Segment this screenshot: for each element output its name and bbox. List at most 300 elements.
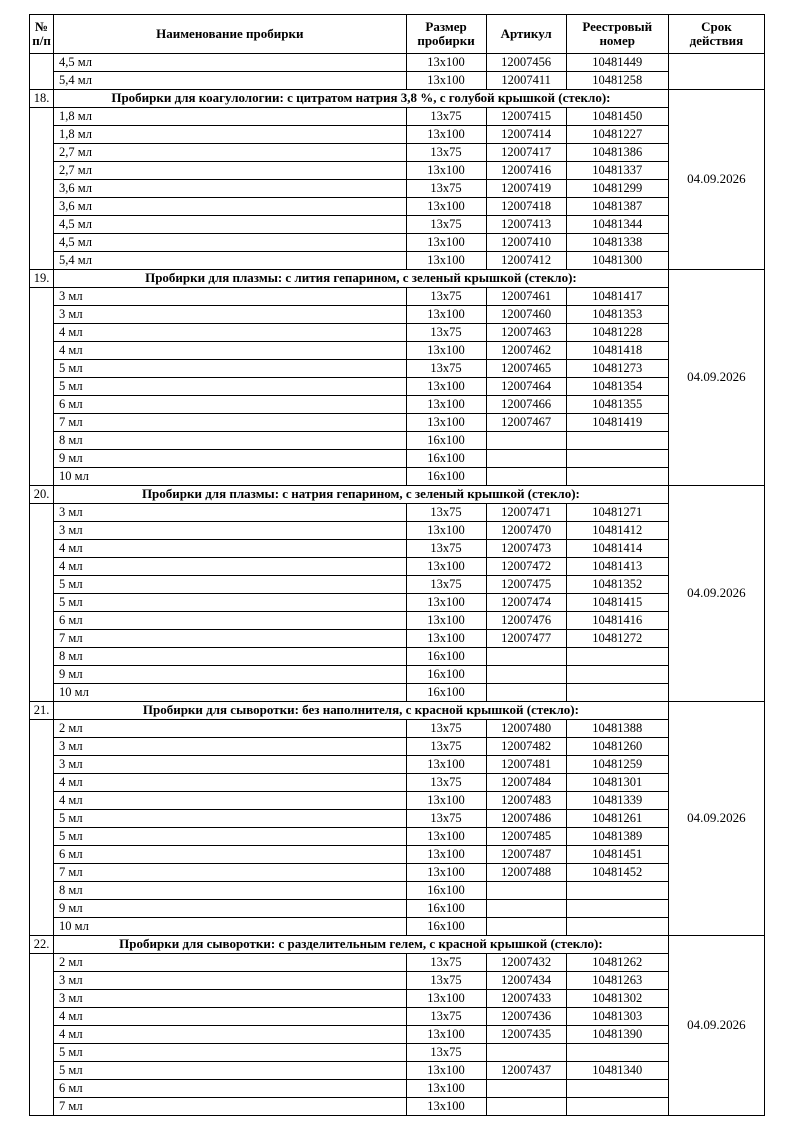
table-row bbox=[30, 144, 765, 162]
table-row bbox=[30, 720, 765, 738]
tube-size-cell: 13x100 bbox=[406, 846, 486, 864]
registry-cell: 10481263 bbox=[566, 972, 668, 990]
tube-size-cell: 13x100 bbox=[406, 1026, 486, 1044]
registry-cell bbox=[566, 1098, 668, 1116]
tube-name-cell: 4 мл bbox=[54, 342, 406, 360]
registry-cell: 10481337 bbox=[566, 162, 668, 180]
table-row bbox=[30, 1026, 765, 1044]
tube-size-cell: 13x100 bbox=[406, 54, 486, 72]
section-number-cell: 22. bbox=[30, 936, 54, 954]
registry-cell: 10481449 bbox=[566, 54, 668, 72]
article-cell: 12007475 bbox=[486, 576, 566, 594]
section-number-cell: 18. bbox=[30, 90, 54, 108]
col-header-registry bbox=[566, 15, 668, 54]
table-row bbox=[30, 738, 765, 756]
tube-size-cell: 16x100 bbox=[406, 468, 486, 486]
article-cell: 12007456 bbox=[486, 54, 566, 72]
tube-name-cell: 2,7 мл bbox=[54, 162, 406, 180]
registry-cell: 10481417 bbox=[566, 288, 668, 306]
tube-name-cell: 10 мл bbox=[54, 684, 406, 702]
table-row bbox=[30, 630, 765, 648]
registry-cell: 10481451 bbox=[566, 846, 668, 864]
article-cell: 12007474 bbox=[486, 594, 566, 612]
registry-cell: 10481387 bbox=[566, 198, 668, 216]
tube-size-cell: 13x75 bbox=[406, 972, 486, 990]
col-header-article: Артикул bbox=[486, 15, 566, 54]
registry-cell: 10481412 bbox=[566, 522, 668, 540]
registry-cell: 10481415 bbox=[566, 594, 668, 612]
article-cell: 12007472 bbox=[486, 558, 566, 576]
table-row bbox=[30, 1008, 765, 1026]
table-row bbox=[30, 648, 765, 666]
article-cell: 12007432 bbox=[486, 954, 566, 972]
tube-name-cell: 4 мл bbox=[54, 540, 406, 558]
tube-size-cell: 13x75 bbox=[406, 774, 486, 792]
section-header-row bbox=[30, 90, 765, 108]
tube-name-cell: 4 мл bbox=[54, 774, 406, 792]
article-cell: 12007466 bbox=[486, 396, 566, 414]
col-header-number-line1: № bbox=[34, 18, 49, 34]
registry-cell bbox=[566, 432, 668, 450]
tube-size-cell: 13x75 bbox=[406, 288, 486, 306]
tube-name-cell: 3 мл bbox=[54, 990, 406, 1008]
table-row bbox=[30, 54, 765, 72]
section-number-cell: 21. bbox=[30, 702, 54, 720]
registry-cell: 10481258 bbox=[566, 72, 668, 90]
table-row bbox=[30, 1062, 765, 1080]
tube-size-cell: 13x100 bbox=[406, 990, 486, 1008]
article-cell: 12007462 bbox=[486, 342, 566, 360]
article-cell: 12007467 bbox=[486, 414, 566, 432]
tube-size-cell: 13x75 bbox=[406, 144, 486, 162]
tube-name-cell: 9 мл bbox=[54, 900, 406, 918]
registry-cell bbox=[566, 666, 668, 684]
article-cell: 12007485 bbox=[486, 828, 566, 846]
col-header-validity-line1: Срок bbox=[701, 18, 732, 34]
section-title-cell: Пробирки для плазмы: с натрия гепарином, с зеленый крышкой (стекло): bbox=[54, 486, 669, 504]
registry-cell: 10481389 bbox=[566, 828, 668, 846]
tube-name-cell: 3 мл bbox=[54, 504, 406, 522]
registry-cell bbox=[566, 882, 668, 900]
registry-cell: 10481227 bbox=[566, 126, 668, 144]
tube-name-cell: 2 мл bbox=[54, 954, 406, 972]
article-cell bbox=[486, 900, 566, 918]
col-header-registry-line1: Реестровый bbox=[582, 18, 653, 34]
tube-name-cell: 1,8 мл bbox=[54, 126, 406, 144]
section-header-row bbox=[30, 936, 765, 954]
article-cell: 12007416 bbox=[486, 162, 566, 180]
registry-cell bbox=[566, 684, 668, 702]
tube-name-cell: 7 мл bbox=[54, 414, 406, 432]
tube-name-cell: 9 мл bbox=[54, 666, 406, 684]
article-cell bbox=[486, 882, 566, 900]
table-row bbox=[30, 108, 765, 126]
row-number-cell bbox=[30, 720, 54, 936]
article-cell: 12007417 bbox=[486, 144, 566, 162]
article-cell: 12007411 bbox=[486, 72, 566, 90]
tube-size-cell: 13x100 bbox=[406, 378, 486, 396]
table-row bbox=[30, 414, 765, 432]
article-cell: 12007465 bbox=[486, 360, 566, 378]
article-cell: 12007461 bbox=[486, 288, 566, 306]
tube-size-cell: 13x100 bbox=[406, 792, 486, 810]
table-row bbox=[30, 846, 765, 864]
registry-cell: 10481259 bbox=[566, 756, 668, 774]
article-cell: 12007488 bbox=[486, 864, 566, 882]
tube-name-cell: 3 мл bbox=[54, 522, 406, 540]
table-row bbox=[30, 540, 765, 558]
tube-name-cell: 9 мл bbox=[54, 450, 406, 468]
tube-size-cell: 13x75 bbox=[406, 180, 486, 198]
registry-cell: 10481354 bbox=[566, 378, 668, 396]
tube-name-cell: 6 мл bbox=[54, 612, 406, 630]
tube-size-cell: 16x100 bbox=[406, 432, 486, 450]
tube-size-cell: 13x100 bbox=[406, 252, 486, 270]
tube-name-cell: 4 мл bbox=[54, 324, 406, 342]
col-header-number bbox=[30, 15, 54, 54]
tube-size-cell: 16x100 bbox=[406, 684, 486, 702]
table-row bbox=[30, 684, 765, 702]
table-row bbox=[30, 252, 765, 270]
registry-cell: 10481418 bbox=[566, 342, 668, 360]
article-cell: 12007436 bbox=[486, 1008, 566, 1026]
table-row bbox=[30, 324, 765, 342]
col-header-size bbox=[406, 15, 486, 54]
section-title-cell: Пробирки для сыворотки: без наполнителя, с красной крышкой (стекло): bbox=[54, 702, 669, 720]
table-row bbox=[30, 864, 765, 882]
registry-cell: 10481352 bbox=[566, 576, 668, 594]
registry-cell: 10481414 bbox=[566, 540, 668, 558]
header-row bbox=[30, 15, 765, 54]
tube-name-cell: 4 мл bbox=[54, 1026, 406, 1044]
row-number-cell bbox=[30, 54, 54, 90]
article-cell: 12007482 bbox=[486, 738, 566, 756]
article-cell bbox=[486, 684, 566, 702]
tube-name-cell: 3 мл bbox=[54, 972, 406, 990]
tube-name-cell: 5 мл bbox=[54, 810, 406, 828]
tube-name-cell: 3 мл bbox=[54, 288, 406, 306]
tube-name-cell: 5,4 мл bbox=[54, 72, 406, 90]
table-row bbox=[30, 522, 765, 540]
registry-cell: 10481302 bbox=[566, 990, 668, 1008]
article-cell bbox=[486, 1044, 566, 1062]
tube-name-cell: 5 мл bbox=[54, 1062, 406, 1080]
tube-name-cell: 2 мл bbox=[54, 720, 406, 738]
tube-name-cell: 5 мл bbox=[54, 828, 406, 846]
tube-name-cell: 5,4 мл bbox=[54, 252, 406, 270]
article-cell bbox=[486, 648, 566, 666]
article-cell: 12007433 bbox=[486, 990, 566, 1008]
tube-size-cell: 13x100 bbox=[406, 126, 486, 144]
registry-cell: 10481303 bbox=[566, 1008, 668, 1026]
validity-cell: 04.09.2026 bbox=[668, 270, 764, 486]
article-cell: 12007419 bbox=[486, 180, 566, 198]
registry-cell: 10481273 bbox=[566, 360, 668, 378]
article-cell: 12007460 bbox=[486, 306, 566, 324]
article-cell: 12007463 bbox=[486, 324, 566, 342]
col-header-number-line2: п/п bbox=[32, 33, 51, 48]
table-row bbox=[30, 756, 765, 774]
table-row bbox=[30, 378, 765, 396]
section-number-cell: 20. bbox=[30, 486, 54, 504]
tube-name-cell: 10 мл bbox=[54, 468, 406, 486]
row-number-cell bbox=[30, 504, 54, 702]
table-row bbox=[30, 234, 765, 252]
registry-cell: 10481452 bbox=[566, 864, 668, 882]
validity-cell: 04.09.2026 bbox=[668, 936, 764, 1116]
tube-size-cell: 13x75 bbox=[406, 1008, 486, 1026]
tube-name-cell: 5 мл bbox=[54, 576, 406, 594]
table-row bbox=[30, 1044, 765, 1062]
article-cell: 12007487 bbox=[486, 846, 566, 864]
section-title-cell: Пробирки для сыворотки: с разделительным гелем, с красной крышкой (стекло): bbox=[54, 936, 669, 954]
article-cell bbox=[486, 432, 566, 450]
col-header-size-line2: пробирки bbox=[417, 33, 475, 48]
table-row bbox=[30, 342, 765, 360]
tube-size-cell: 16x100 bbox=[406, 648, 486, 666]
article-cell: 12007473 bbox=[486, 540, 566, 558]
registry-cell bbox=[566, 648, 668, 666]
article-cell: 12007484 bbox=[486, 774, 566, 792]
tube-size-cell: 13x100 bbox=[406, 828, 486, 846]
tube-size-cell: 13x100 bbox=[406, 1098, 486, 1116]
tube-size-cell: 13x75 bbox=[406, 216, 486, 234]
tube-name-cell: 2,7 мл bbox=[54, 144, 406, 162]
table-header bbox=[30, 15, 765, 54]
registry-cell bbox=[566, 1080, 668, 1098]
table-row bbox=[30, 450, 765, 468]
tube-name-cell: 7 мл bbox=[54, 630, 406, 648]
col-header-name: Наименование пробирки bbox=[54, 15, 406, 54]
tube-size-cell: 13x100 bbox=[406, 198, 486, 216]
table-body bbox=[30, 54, 765, 1116]
tube-name-cell: 3 мл bbox=[54, 756, 406, 774]
table-row bbox=[30, 162, 765, 180]
tube-size-cell: 13x100 bbox=[406, 306, 486, 324]
registry-cell: 10481344 bbox=[566, 216, 668, 234]
table-row bbox=[30, 306, 765, 324]
registry-cell: 10481260 bbox=[566, 738, 668, 756]
tube-registry-table bbox=[29, 14, 765, 1116]
article-cell: 12007483 bbox=[486, 792, 566, 810]
tube-size-cell: 16x100 bbox=[406, 918, 486, 936]
tube-size-cell: 13x100 bbox=[406, 558, 486, 576]
registry-cell bbox=[566, 918, 668, 936]
article-cell: 12007480 bbox=[486, 720, 566, 738]
col-header-size-line1: Размер bbox=[425, 18, 467, 34]
table-row bbox=[30, 612, 765, 630]
article-cell: 12007470 bbox=[486, 522, 566, 540]
table-row bbox=[30, 900, 765, 918]
tube-size-cell: 13x100 bbox=[406, 72, 486, 90]
table-row bbox=[30, 432, 765, 450]
article-cell: 12007414 bbox=[486, 126, 566, 144]
article-cell: 12007486 bbox=[486, 810, 566, 828]
tube-name-cell: 3 мл bbox=[54, 738, 406, 756]
registry-cell: 10481386 bbox=[566, 144, 668, 162]
tube-name-cell: 8 мл bbox=[54, 648, 406, 666]
article-cell: 12007471 bbox=[486, 504, 566, 522]
section-title-cell: Пробирки для плазмы: с лития гепарином, с зеленый крышкой (стекло): bbox=[54, 270, 669, 288]
table-row bbox=[30, 954, 765, 972]
tube-size-cell: 13x75 bbox=[406, 810, 486, 828]
article-cell: 12007434 bbox=[486, 972, 566, 990]
col-header-validity bbox=[668, 15, 764, 54]
tube-size-cell: 16x100 bbox=[406, 450, 486, 468]
section-number-cell: 19. bbox=[30, 270, 54, 288]
table-row bbox=[30, 1098, 765, 1116]
tube-size-cell: 13x100 bbox=[406, 594, 486, 612]
table-row bbox=[30, 72, 765, 90]
tube-size-cell: 13x75 bbox=[406, 504, 486, 522]
article-cell bbox=[486, 666, 566, 684]
tube-name-cell: 5 мл bbox=[54, 360, 406, 378]
tube-size-cell: 13x100 bbox=[406, 522, 486, 540]
tube-size-cell: 13x75 bbox=[406, 576, 486, 594]
tube-name-cell: 8 мл bbox=[54, 882, 406, 900]
article-cell bbox=[486, 450, 566, 468]
tube-name-cell: 4 мл bbox=[54, 558, 406, 576]
validity-cell: 04.09.2026 bbox=[668, 702, 764, 936]
table-row bbox=[30, 504, 765, 522]
tube-size-cell: 13x75 bbox=[406, 954, 486, 972]
article-cell bbox=[486, 468, 566, 486]
registry-cell: 10481228 bbox=[566, 324, 668, 342]
table-row bbox=[30, 180, 765, 198]
row-number-cell bbox=[30, 288, 54, 486]
section-header-row bbox=[30, 702, 765, 720]
registry-cell: 10481340 bbox=[566, 1062, 668, 1080]
tube-name-cell: 7 мл bbox=[54, 1098, 406, 1116]
tube-size-cell: 16x100 bbox=[406, 900, 486, 918]
registry-cell: 10481271 bbox=[566, 504, 668, 522]
tube-size-cell: 13x75 bbox=[406, 324, 486, 342]
table-row bbox=[30, 396, 765, 414]
registry-cell: 10481353 bbox=[566, 306, 668, 324]
tube-size-cell: 16x100 bbox=[406, 666, 486, 684]
tube-name-cell: 10 мл bbox=[54, 918, 406, 936]
article-cell: 12007413 bbox=[486, 216, 566, 234]
tube-size-cell: 13x75 bbox=[406, 540, 486, 558]
table-row bbox=[30, 828, 765, 846]
article-cell: 12007412 bbox=[486, 252, 566, 270]
section-header-row bbox=[30, 270, 765, 288]
validity-cell: 04.09.2026 bbox=[668, 90, 764, 270]
col-header-registry-line2: номер bbox=[599, 33, 636, 48]
table-row bbox=[30, 810, 765, 828]
tube-size-cell: 13x100 bbox=[406, 630, 486, 648]
registry-cell: 10481413 bbox=[566, 558, 668, 576]
registry-cell: 10481416 bbox=[566, 612, 668, 630]
table-row bbox=[30, 666, 765, 684]
tube-name-cell: 6 мл bbox=[54, 1080, 406, 1098]
table-row bbox=[30, 882, 765, 900]
tube-size-cell: 13x100 bbox=[406, 342, 486, 360]
registry-cell: 10481299 bbox=[566, 180, 668, 198]
tube-name-cell: 5 мл bbox=[54, 1044, 406, 1062]
tube-size-cell: 13x75 bbox=[406, 720, 486, 738]
tube-size-cell: 13x100 bbox=[406, 162, 486, 180]
table-row bbox=[30, 594, 765, 612]
tube-name-cell: 7 мл bbox=[54, 864, 406, 882]
table-row bbox=[30, 468, 765, 486]
tube-size-cell: 16x100 bbox=[406, 882, 486, 900]
table-row bbox=[30, 216, 765, 234]
table-row bbox=[30, 1080, 765, 1098]
table-row bbox=[30, 126, 765, 144]
col-header-validity-line2: действия bbox=[689, 33, 744, 48]
article-cell: 12007415 bbox=[486, 108, 566, 126]
validity-cell bbox=[668, 54, 764, 90]
table-row bbox=[30, 918, 765, 936]
registry-cell: 10481338 bbox=[566, 234, 668, 252]
registry-cell: 10481262 bbox=[566, 954, 668, 972]
table-row bbox=[30, 972, 765, 990]
article-cell: 12007435 bbox=[486, 1026, 566, 1044]
article-cell: 12007476 bbox=[486, 612, 566, 630]
registry-cell: 10481355 bbox=[566, 396, 668, 414]
article-cell: 12007437 bbox=[486, 1062, 566, 1080]
article-cell bbox=[486, 1098, 566, 1116]
article-cell bbox=[486, 918, 566, 936]
tube-name-cell: 4,5 мл bbox=[54, 54, 406, 72]
tube-size-cell: 13x100 bbox=[406, 1062, 486, 1080]
tube-name-cell: 3,6 мл bbox=[54, 180, 406, 198]
tube-size-cell: 13x100 bbox=[406, 234, 486, 252]
registry-cell: 10481300 bbox=[566, 252, 668, 270]
registry-cell: 10481450 bbox=[566, 108, 668, 126]
registry-cell: 10481419 bbox=[566, 414, 668, 432]
tube-size-cell: 13x100 bbox=[406, 864, 486, 882]
table-row bbox=[30, 792, 765, 810]
article-cell: 12007477 bbox=[486, 630, 566, 648]
tube-name-cell: 4,5 мл bbox=[54, 216, 406, 234]
validity-cell: 04.09.2026 bbox=[668, 486, 764, 702]
section-header-row bbox=[30, 486, 765, 504]
registry-cell bbox=[566, 900, 668, 918]
tube-size-cell: 13x75 bbox=[406, 108, 486, 126]
tube-name-cell: 8 мл bbox=[54, 432, 406, 450]
table-row bbox=[30, 576, 765, 594]
tube-name-cell: 4,5 мл bbox=[54, 234, 406, 252]
tube-name-cell: 5 мл bbox=[54, 594, 406, 612]
article-cell: 12007481 bbox=[486, 756, 566, 774]
registry-cell: 10481388 bbox=[566, 720, 668, 738]
table-row bbox=[30, 774, 765, 792]
tube-name-cell: 4 мл bbox=[54, 792, 406, 810]
row-number-cell bbox=[30, 954, 54, 1116]
tube-size-cell: 13x100 bbox=[406, 414, 486, 432]
table-row bbox=[30, 360, 765, 378]
tube-name-cell: 3,6 мл bbox=[54, 198, 406, 216]
table-row bbox=[30, 288, 765, 306]
article-cell: 12007418 bbox=[486, 198, 566, 216]
section-title-cell: Пробирки для коагулологии: с цитратом натрия 3,8 %, с голубой крышкой (стекло): bbox=[54, 90, 669, 108]
tube-name-cell: 6 мл bbox=[54, 396, 406, 414]
tube-name-cell: 5 мл bbox=[54, 378, 406, 396]
registry-cell: 10481390 bbox=[566, 1026, 668, 1044]
tube-name-cell: 3 мл bbox=[54, 306, 406, 324]
registry-cell bbox=[566, 450, 668, 468]
tube-name-cell: 1,8 мл bbox=[54, 108, 406, 126]
registry-cell bbox=[566, 468, 668, 486]
article-cell bbox=[486, 1080, 566, 1098]
row-number-cell bbox=[30, 108, 54, 270]
registry-cell: 10481261 bbox=[566, 810, 668, 828]
table-row bbox=[30, 990, 765, 1008]
article-cell: 12007410 bbox=[486, 234, 566, 252]
tube-size-cell: 13x75 bbox=[406, 1044, 486, 1062]
